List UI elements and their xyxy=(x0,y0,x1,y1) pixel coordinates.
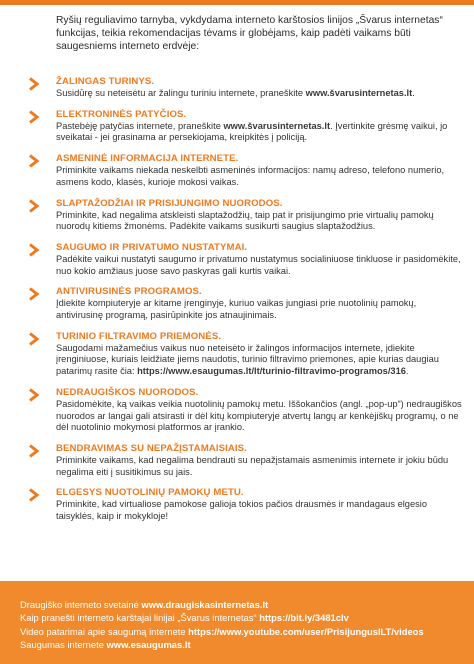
chevron-right-icon xyxy=(28,444,40,458)
footer-line xyxy=(20,638,424,651)
recommendation-item xyxy=(0,153,474,188)
recommendation-title: TURINIO FILTRAVIMO PRIEMONĖS. xyxy=(56,330,222,342)
recommendation-item xyxy=(0,331,474,378)
recommendation-link[interactable]: www.švarusinternetas.lt xyxy=(305,88,413,98)
recommendation-title: NEDRAUGIŠKOS NUORODOS. xyxy=(56,386,199,398)
footer-line xyxy=(20,625,424,638)
recommendation-item xyxy=(0,286,474,321)
recommendation-text xyxy=(56,455,462,478)
recommendation-item xyxy=(0,109,474,144)
recommendation-item xyxy=(0,198,474,233)
recommendation-body: Priminkite, kad negalima atskleisti slaptažodžių, taip pat ir prisijungimo prie virtualių pamokų nuorodų kitiems žmonėms. Padėkite vaikams susikurti saugius slaptažodžius. xyxy=(56,209,434,232)
recommendation-body: Padėkite vaikui nustatyti saugumo ir privatumo nustatymus socialiniuose tinkluose ir pasidomėkite, nuo kokio amžiaus juose savo paskyras gali kurtis vaikai. xyxy=(56,253,461,276)
footer-link[interactable]: www.esaugumas.lt xyxy=(106,638,191,650)
top-accent-bar xyxy=(0,0,474,5)
recommendation-body-tail: . Įvertinkite grėsmę vaikui, jo sveikatai - jei grasinama ar persekiojama, kreipkitės į policiją. xyxy=(56,120,448,143)
recommendation-title: SAUGUMO IR PRIVATUMO NUSTATYMAI. xyxy=(56,241,248,253)
footer-links xyxy=(20,598,424,651)
footer-link[interactable]: https://www.youtube.com/user/PrisijungusILT/videos xyxy=(188,625,424,637)
footer-label: Kaip pranešti interneto karštajai linijai „Švarus internetas“ xyxy=(20,612,260,624)
recommendation-body: Saugodami mažamečius vaikus nuo neteisėto ir žalingos informacijos internete, įdiekite įrenginiuose, kuriais leidžiate jiems naudotis, turinio filtravimo priemones, apie kurias daugiau patarimų rasite čia: xyxy=(56,342,439,377)
footer-label: Draugiško interneto svetainė xyxy=(20,599,142,610)
recommendation-title: ELEKTRONINĖS PATYČIOS. xyxy=(56,108,187,120)
chevron-right-icon xyxy=(28,332,40,346)
recommendation-text xyxy=(56,499,462,522)
chevron-right-icon xyxy=(28,154,40,168)
recommendation-item xyxy=(0,487,474,522)
recommendation-body: Susidūrę su neteisėtu ar žalingu turiniu internete, praneškite xyxy=(56,88,306,98)
recommendation-item xyxy=(0,443,474,478)
recommendation-text xyxy=(56,343,462,378)
recommendation-text xyxy=(56,88,462,100)
recommendation-title: SLAPTAŽODŽIAI IR PRISIJUNGIMO NUORODOS. xyxy=(56,197,283,209)
recommendation-text xyxy=(56,165,462,188)
recommendation-body: Priminkite, kad virtualiose pamokose galioja tokios pačios drausmės ir mandagaus elgesio taisyklės, kaip ir mokykloje! xyxy=(56,499,428,522)
chevron-right-icon xyxy=(28,287,40,301)
recommendation-item xyxy=(0,76,474,100)
recommendation-body-tail: . xyxy=(412,88,415,98)
chevron-right-icon xyxy=(28,388,40,402)
footer-banner xyxy=(0,581,474,664)
recommendation-text xyxy=(56,399,462,434)
recommendation-title: ELGESYS NUOTOLINIŲ PAMOKŲ METU. xyxy=(56,487,244,499)
recommendation-body: Priminkite vaikams, kad negalima bendrauti su nepažįstamais asmenimis internete ir jokiu būdu negalima eiti į susitikimus su jais. xyxy=(56,454,449,477)
recommendation-list xyxy=(0,76,474,532)
chevron-right-icon xyxy=(28,243,40,257)
recommendation-body: Įdiekite kompiuteryje ar kitame įrenginyje, kuriuo vaikas jungiasi prie nuotolinių pamokų, antivirusinę programą, pasirūpinkite jos atnaujinimais. xyxy=(56,298,417,321)
chevron-right-icon xyxy=(28,199,40,213)
chevron-right-icon xyxy=(28,77,40,91)
footer-label: Video patarimai apie saugumą internete xyxy=(20,625,189,637)
recommendation-title: BENDRAVIMAS SU NEPAŽĮSTAMAISIAIS. xyxy=(56,442,247,454)
recommendation-text xyxy=(56,254,462,277)
recommendation-link[interactable]: www.švarusinternetas.lt xyxy=(223,120,331,131)
recommendation-title: ŽALINGAS TURINYS. xyxy=(56,76,155,87)
recommendation-body-tail: . xyxy=(405,366,409,377)
recommendation-text xyxy=(56,121,462,144)
recommendation-text xyxy=(56,298,462,321)
recommendation-item xyxy=(0,387,474,434)
footer-link[interactable]: www.draugiskasinternetas.lt xyxy=(141,599,269,610)
intro-paragraph: Ryšių reguliavimo tarnyba, vykdydama interneto karštosios linijos „Švarus internetas“ funkcijas, teikia rekomendacijas tėvams ir globėjams, kaip padėti vaikams būti saugesniems interneto erdvėje: xyxy=(56,15,443,52)
recommendation-link[interactable]: https://www.esaugumas.lt/lt/turinio-filtravimo-programos/316 xyxy=(137,366,406,377)
recommendation-item xyxy=(0,242,474,277)
footer-link[interactable]: https://bit.ly/3481cIv xyxy=(259,612,349,624)
recommendation-text xyxy=(56,210,462,233)
recommendation-body: Pastebėję patyčias internete, praneškite xyxy=(56,120,224,131)
chevron-right-icon xyxy=(28,488,40,502)
recommendation-title: ANTIVIRUSINĖS PROGRAMOS. xyxy=(56,286,202,298)
chevron-right-icon xyxy=(28,110,40,124)
recommendation-body: Pasidomėkite, ką vaikas veikia nuotolinių pamokų metu. Iššokančios (angl. „pop-up“) nedraugiškos nuorodos ar langai gali atsirasti ir dėl kitų kompiuteryje atvertų langų ar kenkėjiškų programų, o ne dėl nuotolinio mokymosi platformos ar įrankio. xyxy=(56,398,462,433)
footer-label: Saugumas internete xyxy=(20,638,107,650)
recommendation-body: Priminkite vaikams niekada neskelbti asmeninės informacijos: namų adreso, telefono numerio, asmens kodo, klasės, kurioje mokosi vaikas. xyxy=(56,165,445,187)
footer-line xyxy=(20,598,424,611)
recommendation-title: ASMENINĖ INFORMACIJA INTERNETE. xyxy=(56,153,239,165)
footer-line xyxy=(20,611,424,624)
